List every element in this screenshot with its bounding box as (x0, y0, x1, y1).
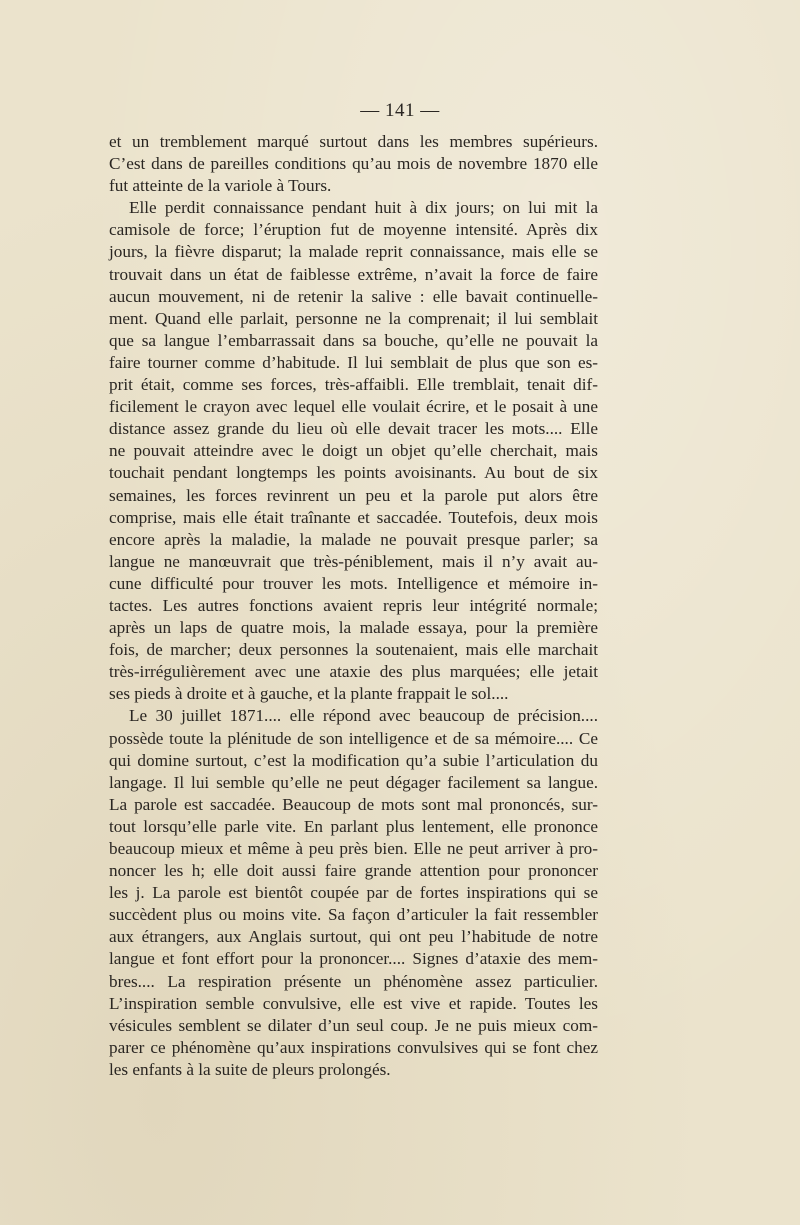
text-line: camisole de force; l’éruption fut de moyenne intensité. Après dix (109, 220, 598, 240)
text-line: touchait pendant longtemps les points avoisinants. Au bout de six (109, 463, 598, 483)
text-line: jours, la fièvre disparut; la malade reprit connaissance, mais elle se (109, 242, 598, 262)
text-line: aucun mouvement, ni de retenir la salive : elle bavait continuelle- (109, 286, 598, 306)
text-line: langue ne manœuvrait que très-péniblement, mais il n’y avait au- (109, 551, 598, 571)
text-line: qui domine surtout, c’est la modification qu’a subie l’articulation du (109, 750, 598, 770)
text-line: ses pieds à droite et à gauche, et la plante frappait le sol.... (109, 684, 509, 704)
text-line: bres.... La respiration présente un phénomène assez particulier. (109, 971, 598, 991)
text-line: ne pouvait atteindre avec le doigt un objet qu’elle cherchait, mais (109, 441, 598, 461)
text-line: prit était, comme ses forces, très-affaibli. Elle tremblait, tenait dif- (109, 375, 598, 395)
text-line: trouvait dans un état de faiblesse extrême, n’avait la force de faire (109, 264, 598, 284)
text-line: comprise, mais elle était traînante et saccadée. Toutefois, deux mois (109, 507, 598, 527)
text-line: très-irrégulièrement avec une ataxie des plus marquées; elle jetait (109, 662, 598, 682)
text-line: après un laps de quatre mois, la malade essaya, pour la première (109, 618, 598, 638)
text-line: noncer les h; elle doit aussi faire grande attention pour prononcer (109, 861, 598, 881)
text-line: aux étrangers, aux Anglais surtout, qui ont peu l’habitude de notre (109, 927, 598, 947)
text-line: tactes. Les autres fonctions avaient repris leur intégrité normale; (109, 595, 598, 615)
text-line: langage. Il lui semble qu’elle ne peut dégager facilement sa langue. (109, 772, 598, 792)
text-line: les enfants à la suite de pleurs prolongés. (109, 1059, 391, 1079)
text-line: semaines, les forces revinrent un peu et la parole put alors être (109, 485, 598, 505)
text-line: ment. Quand elle parlait, personne ne la comprenait; il lui semblait (109, 308, 598, 328)
text-line: tout lorsqu’elle parle vite. En parlant plus lentement, elle prononce (109, 816, 598, 836)
text-line: et un tremblement marqué surtout dans les membres supérieurs. (109, 132, 598, 151)
text-line: les j. La parole est bientôt coupée par de fortes inspirations qui se (109, 883, 598, 903)
text-line: cune difficulté pour trouver les mots. Intelligence et mémoire in- (109, 573, 598, 593)
text-line: langue et font effort pour la prononcer.... Signes d’ataxie des mem- (109, 949, 598, 969)
text-line: C’est dans de pareilles conditions qu’au mois de novembre 1870 elle (109, 154, 598, 174)
text-line: Le 30 juillet 1871.... elle répond avec beaucoup de précision.... (129, 706, 598, 726)
body-text (109, 131, 598, 1081)
text-line: encore après la maladie, la malade ne pouvait presque parler; sa (109, 529, 598, 549)
text-line: distance assez grande du lieu où elle devait tracer les mots.... Elle (109, 419, 598, 439)
text-line: fois, de marcher; deux personnes la soutenaient, mais elle marchait (109, 640, 598, 660)
text-line: vésicules semblent se dilater d’un seul coup. Je ne puis mieux com- (109, 1015, 598, 1035)
text-line: beaucoup mieux et même à peu près bien. Elle ne peut arriver à pro- (109, 839, 598, 858)
text-line: ficilement le crayon avec lequel elle voulait écrire, et le posait à une (109, 397, 598, 417)
text-line: succèdent plus ou moins vite. Sa façon d’articuler la fait ressembler (109, 905, 598, 925)
text-line: possède toute la plénitude de son intelligence et de sa mémoire.... Ce (109, 728, 598, 748)
text-line: que sa langue l’embarrassait dans sa bouche, qu’elle ne pouvait la (109, 330, 598, 350)
text-line: L’inspiration semble convulsive, elle est vive et rapide. Toutes les (109, 993, 598, 1013)
text-line: La parole est saccadée. Beaucoup de mots sont mal prononcés, sur- (109, 794, 598, 814)
text-line: Elle perdit connaissance pendant huit à dix jours; on lui mit la (129, 198, 598, 218)
text-line: parer ce phénomène qu’aux inspirations convulsives qui se font chez (109, 1037, 598, 1057)
text-line: fut atteinte de la variole à Tours. (109, 176, 332, 196)
text-line: faire tourner comme d’habitude. Il lui semblait de plus que son es- (109, 352, 598, 372)
page-number: — 141 — (360, 100, 440, 121)
